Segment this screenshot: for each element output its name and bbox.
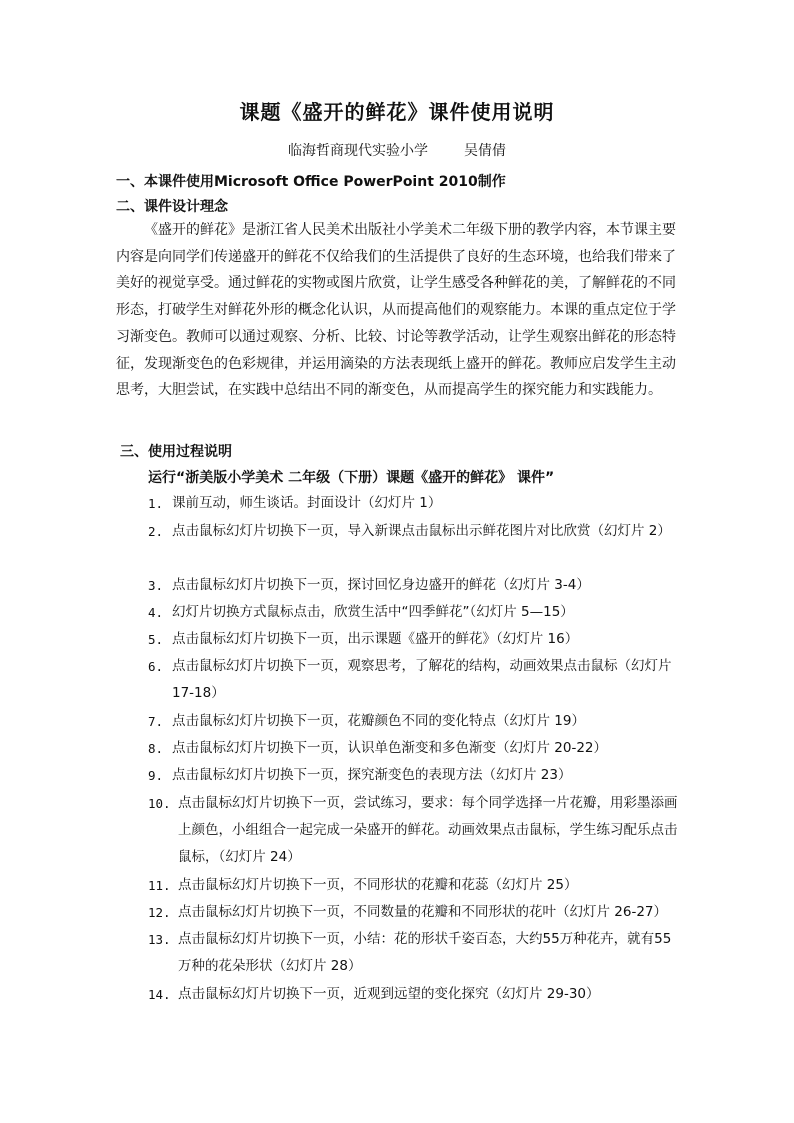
list-item-number: 14. xyxy=(148,987,171,1002)
list-item xyxy=(148,518,680,545)
list-item-text: 点击鼠标幻灯片切换下一页，导入新课点击鼠标出示鲜花图片对比欣赏（幻灯片 2） xyxy=(172,523,671,539)
author-name: 吴倩倩 xyxy=(464,143,506,159)
page-title: 课题《盛开的鲜花》课件使用说明 xyxy=(239,100,555,124)
list-item-text: 点击鼠标幻灯片切换下一页，尝试练习，要求：每个同学选择一片花瓣，用彩墨添画上颜色，小组组合一起完成一朵盛开的鲜花。动画效果点击鼠标，学生练习配乐点击鼠标，（幻灯片 24） xyxy=(178,795,678,865)
list-item-number: 7. xyxy=(148,714,164,729)
list-item-text: 课前互动，师生谈话。封面设计（幻灯片 1） xyxy=(172,495,442,511)
list-item xyxy=(148,599,680,626)
list-item-number: 4. xyxy=(148,605,164,620)
list-item-number: 10. xyxy=(148,796,171,811)
list-item-text: 点击鼠标幻灯片切换下一页，认识单色渐变和多色渐变（幻灯片 20-22） xyxy=(172,740,608,756)
byline xyxy=(0,140,794,160)
list-item-text: 点击鼠标幻灯片切换下一页，出示课题《盛开的鲜花》（幻灯片 16） xyxy=(172,631,579,647)
list-item xyxy=(148,708,680,735)
list-item-text: 点击鼠标幻灯片切换下一页，探究渐变色的表现方法（幻灯片 23） xyxy=(172,767,572,783)
section-1-heading: 一、本课件使用Microsoft Office PowerPoint 2010制作 xyxy=(116,174,506,190)
list-item xyxy=(148,899,680,926)
list-item-number: 5. xyxy=(148,632,164,647)
section-3-heading: 三、使用过程说明 xyxy=(120,444,232,460)
list-item-text: 点击鼠标幻灯片切换下一页，小结：花的形状千姿百态，大约55万种花卉，就有55万种的花朵形状（幻灯片 28） xyxy=(178,931,672,974)
list-item-text: 幻灯片切换方式鼠标点击，欣赏生活中“四季鲜花”（幻灯片 5—15） xyxy=(172,604,574,620)
section-2-heading: 二、课件设计理念 xyxy=(116,199,228,215)
list-item-text: 点击鼠标幻灯片切换下一页，探讨回忆身边盛开的鲜花（幻灯片 3-4） xyxy=(172,577,590,593)
run-instruction: 运行“浙美版小学美术 二年级（下册）课题《盛开的鲜花》 课件” xyxy=(148,470,555,486)
list-item xyxy=(148,762,680,789)
list-item-number: 12. xyxy=(148,905,171,920)
list-item xyxy=(148,490,680,517)
list-item xyxy=(148,981,680,1008)
list-item-text: 点击鼠标幻灯片切换下一页，观察思考，了解花的结构，动画效果点击鼠标（幻灯片 17-18） xyxy=(172,658,672,701)
list-item-number: 3. xyxy=(148,578,164,593)
list-item-text: 点击鼠标幻灯片切换下一页，不同形状的花瓣和花蕊（幻灯片 25） xyxy=(178,877,578,893)
school-name: 临海哲商现代实验小学 xyxy=(288,143,428,159)
list-item-number: 8. xyxy=(148,741,164,756)
design-concept-paragraph: 《盛开的鲜花》是浙江省人民美术出版社小学美术二年级下册的教学内容，本节课主要内容是向同学们传递盛开的鲜花不仅给我们的生活提供了良好的生态环境，也给我们带来了美好的视觉享受。通过鲜花的实物或图片欣赏，让学生感受各种鲜花的美，了解鲜花的不同形态，打破学生对鲜花外形的概念化认识，从而提高他们的观察能力。本课的重点定位于学习渐变色。教师可以通过观察、分析、比较、讨论等教学活动，让学生观察出鲜花的形态特征，发现渐变色的色彩规律，并运用滴染的方法表现纸上盛开的鲜花。教师应启发学生主动思考，大胆尝试，在实践中总结出不同的渐变色，从而提高学生的探究能力和实践能力。 xyxy=(116,222,676,399)
list-item-text: 点击鼠标幻灯片切换下一页，花瓣颜色不同的变化特点（幻灯片 19） xyxy=(172,713,585,729)
list-item-number: 6. xyxy=(148,659,164,674)
list-item xyxy=(148,735,680,762)
list-item-number: 9. xyxy=(148,768,164,783)
list-item xyxy=(148,653,680,707)
list-item-text: 点击鼠标幻灯片切换下一页，近观到远望的变化探究（幻灯片 29-30） xyxy=(178,986,600,1002)
list-item xyxy=(148,572,680,599)
list-item-number: 1. xyxy=(148,496,164,511)
list-item-text: 点击鼠标幻灯片切换下一页，不同数量的花瓣和不同形状的花叶（幻灯片 26-27） xyxy=(178,904,668,920)
list-item xyxy=(148,872,680,899)
list-item xyxy=(148,626,680,653)
list-item-number: 2. xyxy=(148,524,164,539)
list-item-number: 11. xyxy=(148,878,171,893)
list-item xyxy=(148,790,680,871)
list-item-number: 13. xyxy=(148,932,171,947)
list-item xyxy=(148,926,680,980)
